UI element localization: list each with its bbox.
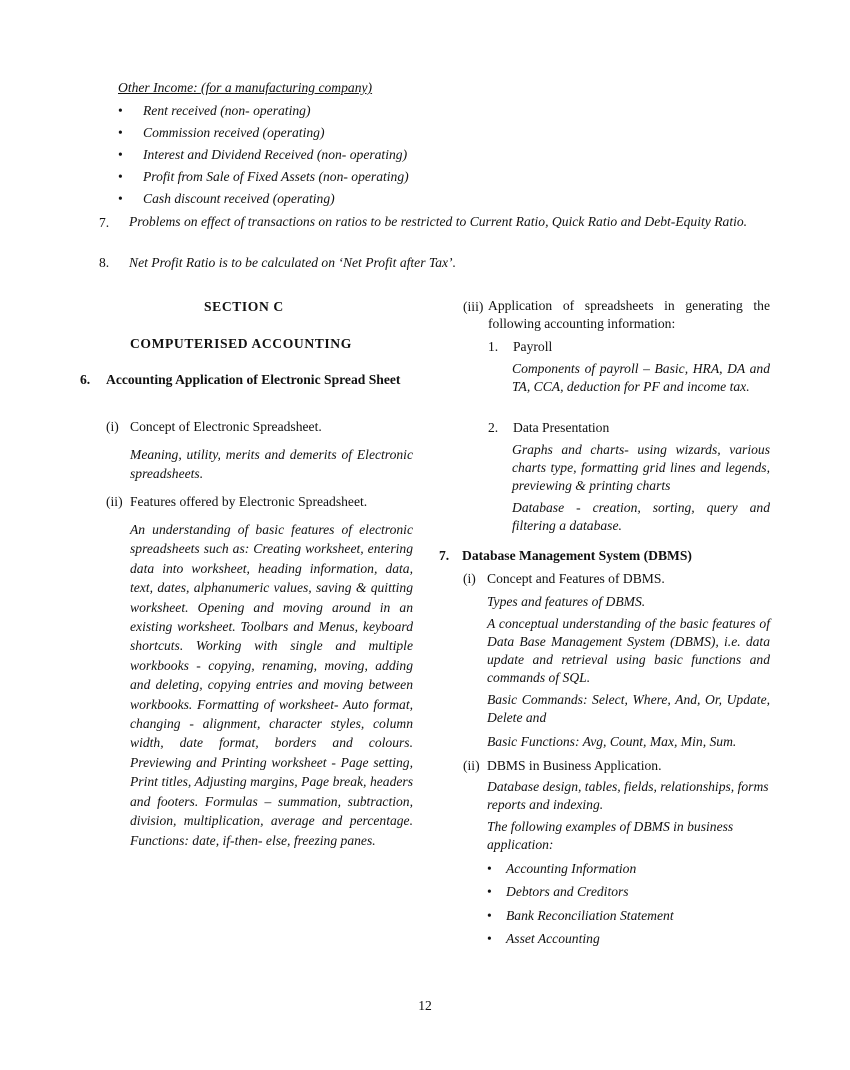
dbms-sub-1-number: (i) (463, 571, 476, 586)
section-title: SECTION C (204, 299, 284, 314)
data-presentation-number: 2. (488, 420, 499, 435)
dbms-examples-intro: The following examples of DBMS in business application: (487, 819, 734, 852)
page-number: 12 (418, 998, 432, 1013)
list-item: • Interest and Dividend Received (non- operating) (118, 147, 408, 162)
dbms-functions-text: Basic Functions: Avg, Count, Max, Min, Sum. (487, 734, 737, 749)
section-subtitle: COMPUTERISED ACCOUNTING (130, 336, 352, 351)
list-item: • Profit from Sale of Fixed Assets (non- operating) (118, 169, 409, 184)
list-item: • Cash discount received (operating) (118, 191, 335, 206)
dbms-sub-1-title: Concept and Features of DBMS. (487, 571, 665, 586)
database-description: Database - creation, sorting, query and filtering a database. (512, 500, 770, 533)
payroll-description: Components of payroll – Basic, HRA, DA and TA, CCA, deduction for PF and income tax. (512, 361, 770, 394)
sub-1-number: (i) (106, 419, 119, 434)
unit-7-number: 7. (439, 548, 450, 563)
unit-6-number: 6. (80, 372, 91, 387)
item-7-text: Problems on effect of transactions on ratios to be restricted to Current Ratio, Quick Ratio and Debt-Equity Ratio. (129, 214, 748, 229)
sub-2-title: Features offered by Electronic Spreadsheet. (130, 494, 368, 509)
dbms-commands-text: Basic Commands: Select, Where, And, Or, Update, Delete and (487, 692, 770, 725)
dbms-design-text: Database design, tables, fields, relationships, forms reports and indexing. (487, 779, 769, 812)
list-item: • Asset Accounting (487, 931, 600, 946)
list-item: • Accounting Information (487, 861, 637, 876)
sub-3-title: Application of spreadsheets in generating the following accounting information: (488, 298, 770, 331)
list-item: • Bank Reconciliation Statement (487, 908, 674, 923)
dbms-types-text: Types and features of DBMS. (487, 594, 646, 609)
sub-2-number: (ii) (106, 494, 123, 509)
dbms-sub-2-title: DBMS in Business Application. (487, 758, 662, 773)
sub-1-description: Meaning, utility, merits and demerits of Electronic spreadsheets. (130, 447, 413, 481)
item-8-number: 8. (99, 255, 110, 270)
list-item: • Rent received (non- operating) (118, 103, 311, 118)
unit-6-title: Accounting Application of Electronic Spread Sheet (106, 372, 401, 387)
other-income-title: Other Income: (for a manufacturing company) (118, 80, 373, 95)
sub-3-number: (iii) (463, 299, 484, 314)
list-item: • Debtors and Creditors (487, 884, 629, 899)
item-7-number: 7. (99, 215, 110, 230)
data-presentation-title: Data Presentation (513, 420, 610, 435)
payroll-number: 1. (488, 339, 499, 354)
dbms-concept-text: A conceptual understanding of the basic features of Data Base Management System (DBMS), i.e. data update and retrieval using basic functions and commands of SQL. (487, 616, 770, 685)
dbms-sub-2-number: (ii) (463, 758, 480, 773)
sub-1-title: Concept of Electronic Spreadsheet. (130, 419, 322, 434)
data-presentation-description: Graphs and charts- using wizards, various charts type, formatting grid lines and legends, previewing & printing charts (512, 442, 770, 493)
payroll-title: Payroll (513, 339, 553, 354)
sub-2-description: An understanding of basic features of electronic spreadsheets such as: Creating worksheet, entering data into worksheet, heading information, data, text, dates, alphanumeric values, saving & quitting worksheet. Opening and moving around in an existing worksheet. Toolbars and Menus, keyboard shortcuts. Working with single and multiple workbooks - copying, renaming, moving, adding and deleting, copying entries and moving between workbooks. Formatting of worksheet- Auto format, changing - alignment, character styles, column width, date format, borders and colours. Previewing and Printing worksheet - Page setting, Print titles, Adjusting margins, Page break, headers and footers. Formulas – summation, subtraction, division, multiplication, average and percentage. Functions: date, if-then- else, freezing panes. (130, 522, 413, 848)
unit-7-title: Database Management System (DBMS) (462, 548, 692, 563)
item-8-text: Net Profit Ratio is to be calculated on ‘Net Profit after Tax’. (129, 255, 456, 270)
list-item: • Commission received (operating) (118, 125, 325, 140)
